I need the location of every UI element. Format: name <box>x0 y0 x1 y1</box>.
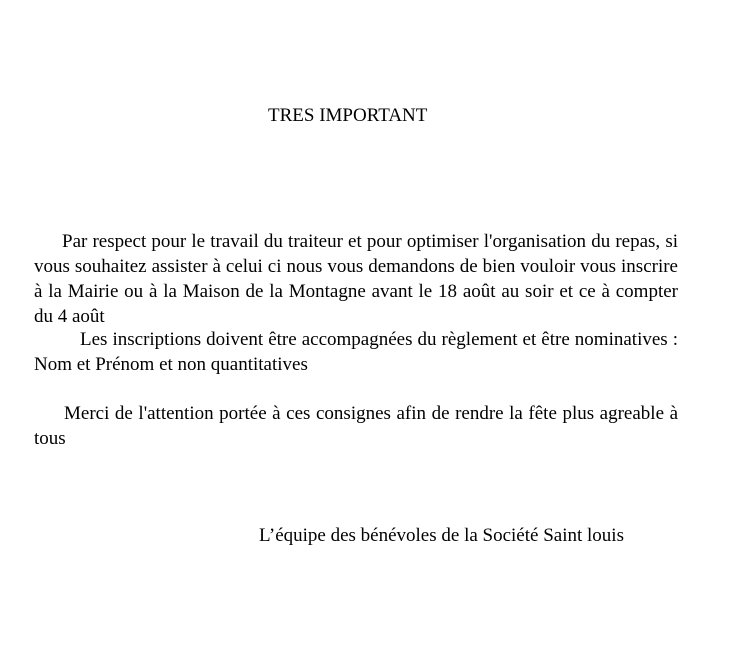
signature: L’équipe des bénévoles de la Société Saint louis <box>259 525 624 546</box>
paragraph-thanks: Merci de l'attention portée à ces consignes afin de rendre la fête plus agreable à tous <box>34 403 678 449</box>
paragraph-registration: Par respect pour le travail du traiteur et pour optimiser l'organisation du repas, si vous souhaitez assister à celui ci nous vous demandons de bien vouloir vous inscrire à la Mairie ou à la Maison de la Montagne avant le 18 août au soir et ce à compter du 4 août <box>34 231 678 327</box>
paragraph-requirements: Les inscriptions doivent être accompagnées du règlement et être nominatives : Nom et Prénom et non quantitatives <box>34 329 678 375</box>
document-title: TRES IMPORTANT <box>268 105 428 126</box>
